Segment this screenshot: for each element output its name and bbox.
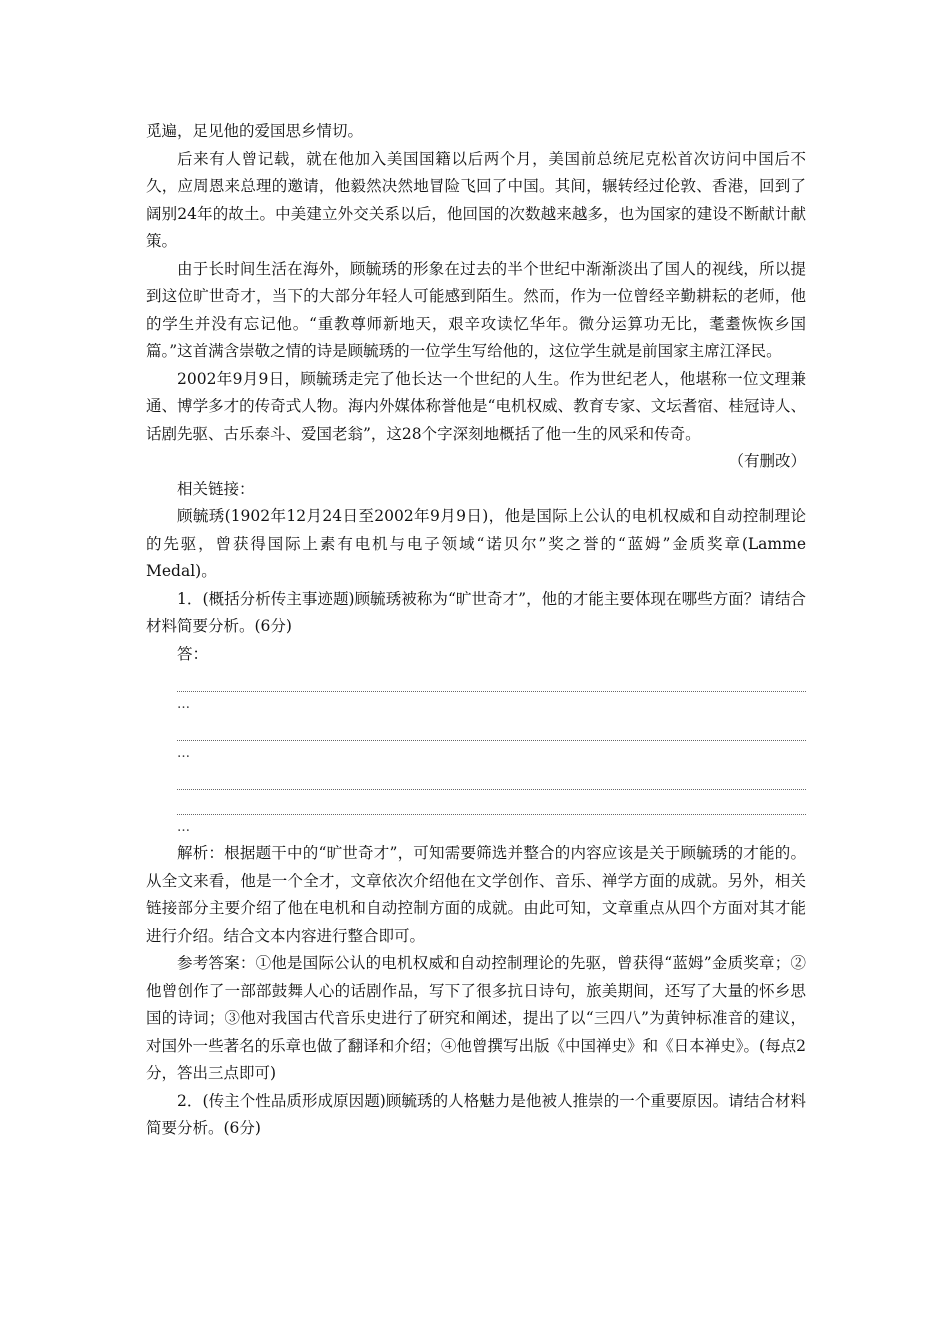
article-paragraph: 后来有人曾记载，就在他加入美国国籍以后两个月，美国前总统尼克松首次访问中国后不久，应周恩来总理的邀请，他毅然决然地冒险飞回了中国。其间，辗转经过伦敦、香港，回到了阔别24年的故土。中美建立外交关系以后，他回国的次数越来越多，也为国家的建设不断献计献策。 bbox=[146, 149, 806, 250]
analysis-paragraph: 解析：根据题干中的“旷世奇才”，可知需要筛选并整合的内容应该是关于顾毓琇的才能的。从全文来看，他是一个全才，文章依次介绍他在文学创作、音乐、禅学方面的成就。另外，相关链接部分主要介绍了他在电机和自动控制方面的成就。由此可知，文章重点从四个方面对其才能进行介绍。结合文本内容进行整合即可。 bbox=[146, 844, 806, 945]
article-paragraph: 由于长时间生活在海外，顾毓琇的形象在过去的半个世纪中渐渐淡出了国人的视线，所以提到这位旷世奇才，当下的大部分年轻人可能感到陌生。然而，作为一位曾经辛勤耕耘的老师，他的学生并没有忘记他。“重教尊师新地天，艰辛攻读忆华年。微分运算功无比，耄耋恢恢乡国篇。”这首满含崇敬之情的诗是顾毓琇的一位学生写给他的，这位学生就是前国家主席江泽民。 bbox=[146, 259, 806, 360]
question-2: 2．(传主个性品质形成原因题)顾毓琇的人格魅力是他被人推崇的一个重要原因。请结合材料简要分析。(6分) bbox=[146, 1091, 806, 1137]
reference-answer: 参考答案：①他是国际公认的电机权威和自动控制理论的先驱，曾获得“蓝姆”金质奖章；②他曾创作了一部部鼓舞人心的话剧作品，写下了很多抗日诗句，旅美期间，还写了大量的怀乡思国的诗词；③他对我国古代音乐史进行了研究和阐述，提出了以“三四八”为黄钟标准音的建议，对国外一些著名的乐章也做了翻译和介绍；④他曾撰写出版《中国禅史》和《日本禅史》。(每点2分，答出三点即可) bbox=[146, 954, 806, 1082]
related-link-heading: 相关链接： bbox=[177, 479, 255, 498]
answer-line-ellipsis: … bbox=[177, 820, 190, 835]
answer-area[interactable] bbox=[177, 691, 806, 840]
answer-label: 答： bbox=[177, 644, 209, 663]
related-link-text: 顾毓琇(1902年12月24日至2002年9月9日)，他是国际上公认的电机权威和自动控制理论的先驱，曾获得国际上素有电机与电子领域“诺贝尔”奖之誉的“蓝姆”金质奖章(Lamme Medal)。 bbox=[146, 507, 806, 580]
document-page bbox=[146, 118, 806, 1143]
edit-note: （有删改） bbox=[728, 452, 806, 470]
article-paragraph: 2002年9月9日，顾毓琇走完了他长达一个世纪的人生。作为世纪老人，他堪称一位文理兼通、博学多才的传奇式人物。海内外媒体称誉他是“电机权威、教育专家、文坛耆宿、桂冠诗人、话剧先驱、古乐泰斗、爱国老翁”，这28个字深刻地概括了他一生的风采和传奇。 bbox=[146, 369, 806, 443]
answer-line-ellipsis: … bbox=[177, 746, 190, 761]
answer-line bbox=[177, 789, 806, 791]
article-paragraph: 觅遍，足见他的爱国思乡情切。 bbox=[146, 122, 364, 140]
answer-line-ellipsis: … bbox=[177, 697, 190, 712]
question-1: 1．(概括分析传主事迹题)顾毓琇被称为“旷世奇才”，他的才能主要体现在哪些方面？请结合材料简要分析。(6分) bbox=[146, 589, 806, 635]
